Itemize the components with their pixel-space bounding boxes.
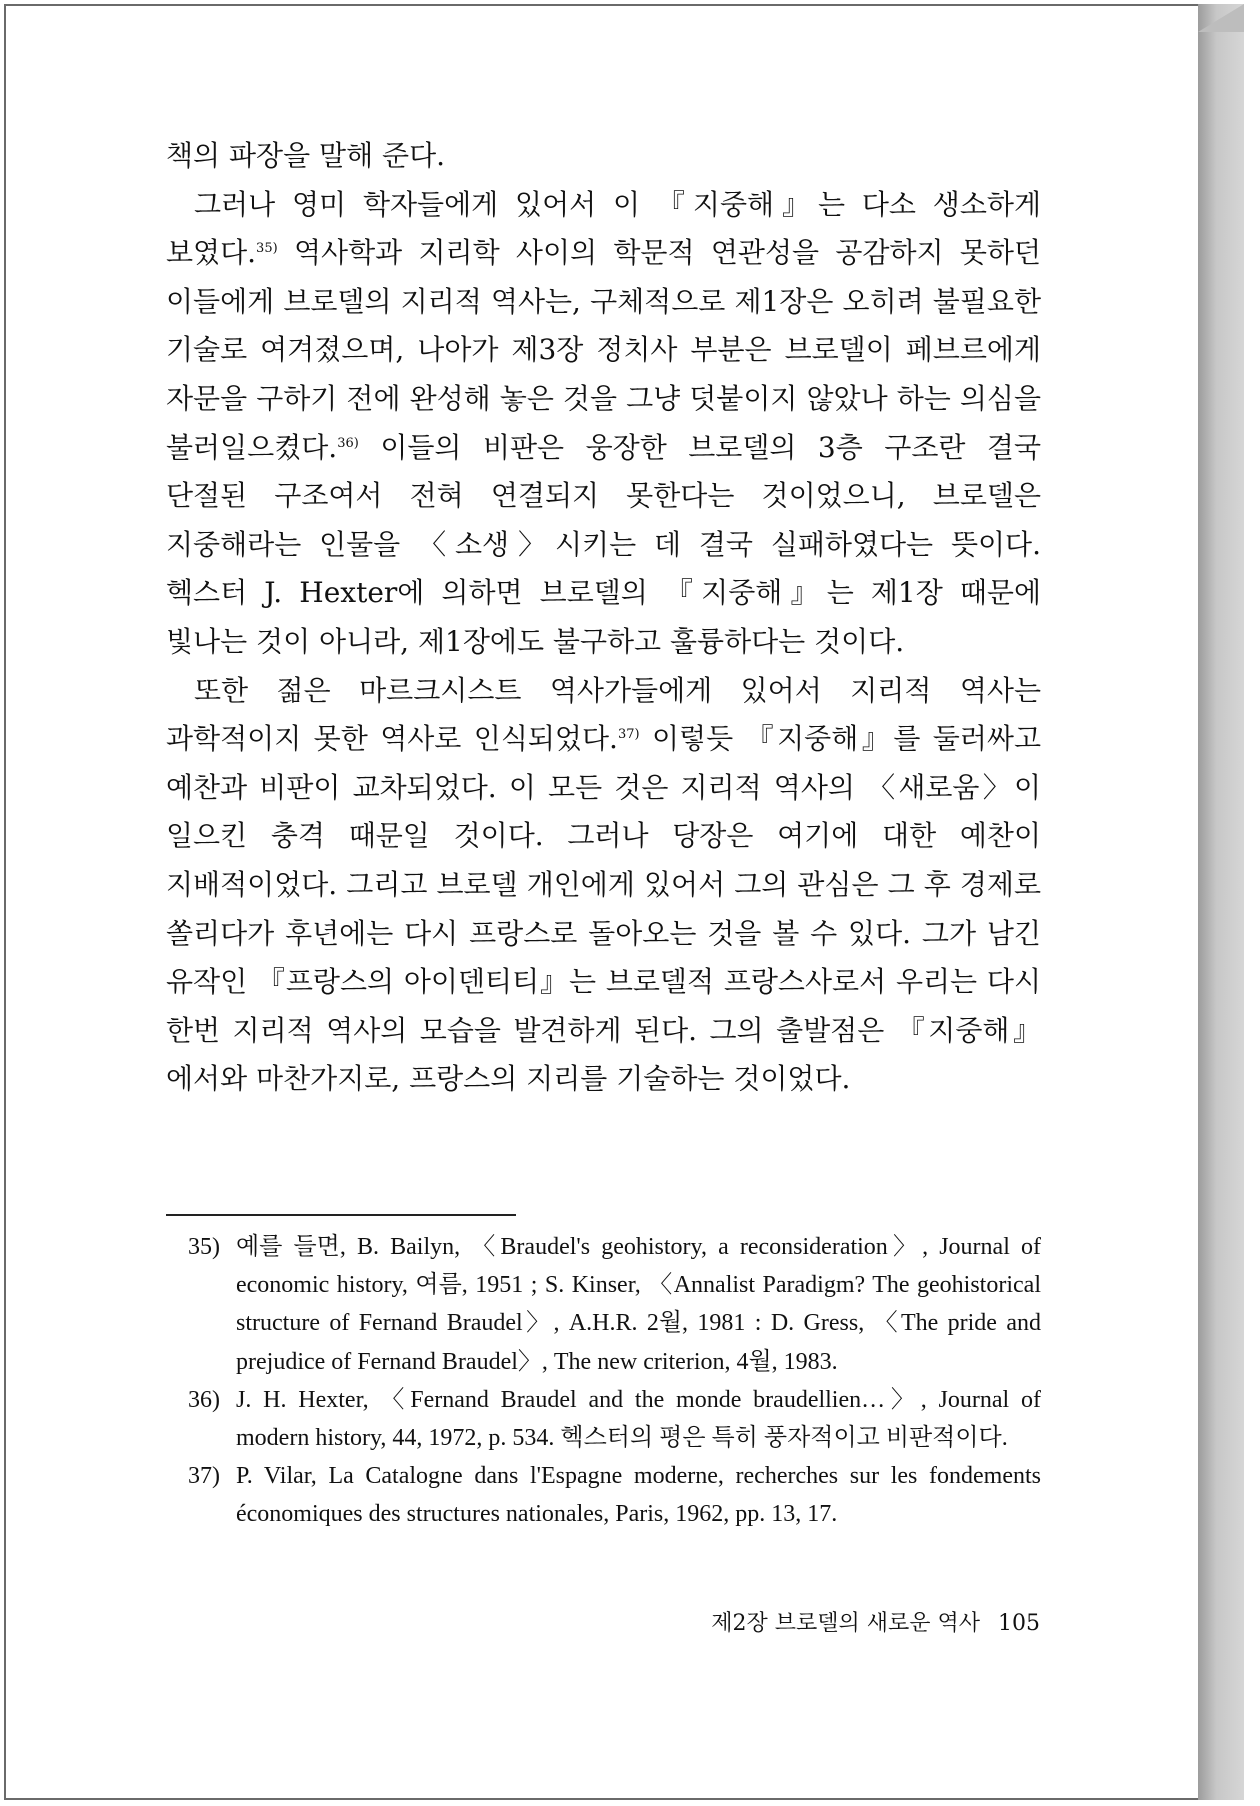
footnote-36 (188, 1381, 1041, 1457)
footnotes (188, 1228, 1041, 1534)
footnote-number: 35) (188, 1234, 220, 1260)
footnote-37 (188, 1457, 1041, 1533)
paragraph-text: 이들의 비판은 웅장한 브로델의 3층 구조란 결국 단절된 구조여서 전혀 연결되지 못한다는 것이었으니, 브로델은 지중해라는 인물을 〈소생〉시키는 데 결국 실패하였다는 뜻이다. 헥스터 J. Hexter에 의하면 브로델의 『지중해』는 제1장 때문에 빛나는 것이 아니라, 제1장에도 불구하고 훌륭하다는 것이다. (166, 430, 1041, 658)
paragraph-text: 이렇듯 『지중해』를 둘러싸고 예찬과 비판이 교차되었다. 이 모든 것은 지리적 역사의 〈새로움〉이 일으킨 충격 때문일 것이다. 그러나 당장은 여기에 대한 예찬이 지배적이었다. 그리고 브로델 개인에게 있어서 그의 관심은 그 후 경제로 쏠리다가 후년에는 다시 프랑스로 돌아오는 것을 볼 수 있다. 그가 남긴 유작인 『프랑스의 아이덴티티』는 브로델적 프랑스사로서 우리는 다시 한번 지리적 역사의 모습을 발견하게 된다. 그의 출발점은 『지중해』에서와 마찬가지로, 프랑스의 지리를 기술하는 것이었다. (166, 722, 1042, 1096)
page-edge-corner (1198, 4, 1244, 32)
footnote-ref-37[interactable]: 37) (617, 727, 640, 743)
footnote-text: 예를 들면, B. Bailyn, 〈Braudel's geohistory, a reconsideration〉, Journal of economic history, 여름, 1951 ; S. Kinser, 〈Annalist Paradigm? The geohistorical structure of Fernand Braudel〉, A.H.R. 2월, 1981 : D. Gress, 〈The pride and prejudice of Fernand Braudel〉, The new criterion, 4월, 1983. (236, 1234, 1041, 1375)
page-footer (660, 1606, 1040, 1637)
page-edge (1198, 4, 1244, 1800)
footnote-number: 36) (188, 1386, 220, 1413)
paragraph-2 (166, 181, 1041, 667)
footnote-ref-36[interactable]: 36) (337, 435, 359, 451)
paragraph-text: 역사학과 지리학 사이의 학문적 연관성을 공감하지 못하던 이들에게 브로델의 지리적 역사는, 구체적으로 제1장은 오히려 불필요한 기술로 여겨졌으며, 나아가 제3장 정치사 부분은 브로델이 페브르에게 자문을 구하기 전에 완성해 놓은 것을 그냥 덧붙이지 않았나 하는 의심을 불러일으켰다. (166, 236, 1041, 464)
paragraph-text: 책의 파장을 말해 준다. (166, 139, 446, 172)
paragraph-text: 그러나 영미 학자들에게 있어서 이 『지중해』는 다소 생소하게 보였다. (166, 187, 1041, 270)
footnote-number: 37) (188, 1463, 220, 1490)
footnote-text: J. H. Hexter, 〈Fernand Braudel and the monde braudellien…〉, Journal of modern history, 44, 1972, p. 534. 헥스터의 평은 특히 풍자적이고 비판적이다. (236, 1386, 1041, 1452)
paragraph-1 (166, 132, 1041, 181)
main-text (166, 132, 1041, 1104)
paragraph-text: 또한 젊은 마르크시스트 역사가들에게 있어서 지리적 역사는 과학적이지 못한 역사로 인식되었다. (166, 673, 1041, 756)
paragraph-3 (166, 667, 1041, 1104)
footnote-divider (166, 1214, 516, 1216)
page-number: 105 (998, 1611, 1040, 1636)
footnote-35 (188, 1228, 1041, 1381)
running-title: 제2장 브로델의 새로운 역사 (711, 1611, 980, 1636)
footnote-text: P. Vilar, La Catalogne dans l'Espagne moderne, recherches sur les fondements économiques des structures nationales, Paris, 1962, pp. 13, 17. (236, 1463, 1041, 1528)
footnote-ref-35[interactable]: 35) (256, 241, 278, 257)
